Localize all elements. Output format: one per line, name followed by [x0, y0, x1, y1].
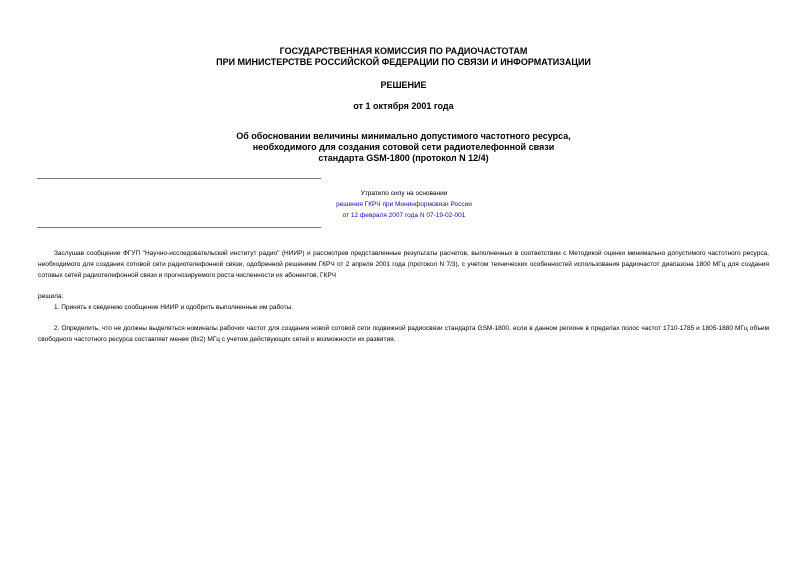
authority-line-1: ГОСУДАРСТВЕННАЯ КОМИССИЯ ПО РАДИОЧАСТОТАМ	[279, 46, 528, 56]
repeal-decision-date-link[interactable]: от 12 февраля 2007 года N 07-19-02-001	[342, 212, 466, 219]
preamble-paragraph: Заслушав сообщение ФГУП "Научно-исследовательский институт радио" (НИИР) и рассмотрев представленные результаты расчетов, выполненных в соответствии с Методикой оценки минимально допустимого частотного ресурса, необходимого для создания сотовой сети радиотелефонной связи, одобренной решением ГКРЧ от 2 апреля 2001 года (протокол N 7/3), с учетом технических особенностей использования радиочастот диапазона 1800 МГц для создания сотовых сетей радиотелефонной связи и прогнозируемого роста численности их абонентов, ГКРЧ	[38, 250, 769, 279]
status-note: Утратило силу на основании	[360, 190, 448, 197]
issuing-authority	[0, 46, 807, 68]
resolution-item-2: 2. Определить, что не должны выделяться номиналы рабочих частот для создания новой сотовой сети подвижной радиосвязи стандарта GSM-1800, если в данном регионе в пределах полос частот 1710-1785 и 1805-1880 МГц объем свободного частотного ресурса составляет менее (8x2) МГц с учетом действующих сетей и возможности их развития.	[38, 325, 769, 343]
divider-bottom	[37, 227, 321, 228]
subject-line-2: необходимого для создания сотовой сети радиотелефонной связи	[252, 142, 555, 152]
document-type: РЕШЕНИЕ	[380, 80, 427, 90]
authority-line-2: ПРИ МИНИСТЕРСТВЕ РОССИЙСКОЙ ФЕДЕРАЦИИ ПО СВЯЗИ И ИНФОРМАТИЗАЦИИ	[216, 57, 591, 67]
resolved-label: решила:	[38, 293, 64, 300]
divider-top	[37, 178, 321, 179]
document-date: от 1 октября 2001 года	[353, 101, 454, 111]
subject-line-1: Об обосновании величины минимально допустимого частотного ресурса,	[236, 131, 571, 141]
resolution-item-1: 1. Принять к сведению сообщение НИИР и одобрить выполненные им работы.	[54, 304, 294, 311]
subject-line-3: стандарта GSM-1800 (протокол N 12/4)	[318, 153, 489, 163]
repeal-decision-link[interactable]: решения ГКРЧ при Мининформсвязи России	[336, 201, 472, 208]
document-subject	[0, 131, 807, 164]
